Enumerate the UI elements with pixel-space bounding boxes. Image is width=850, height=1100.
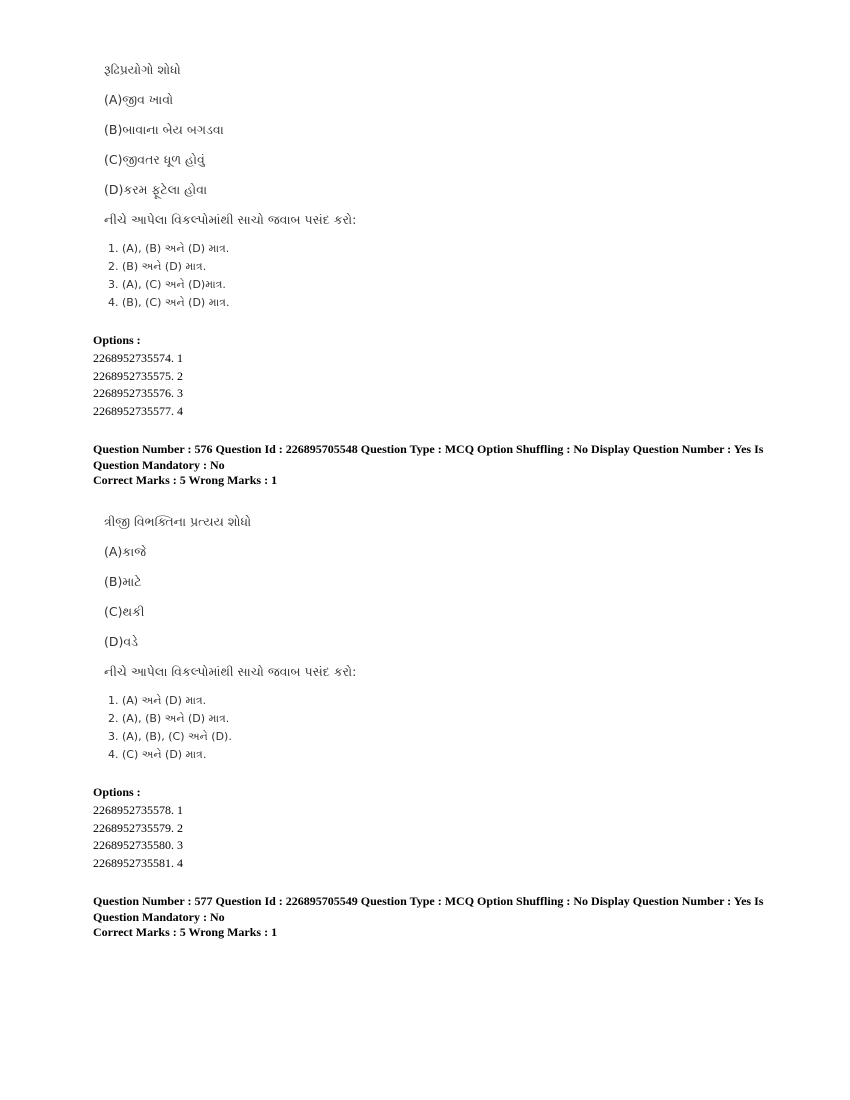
option-item: 2268952735574. 1 [93, 351, 183, 365]
question-576-choice-b: (B)માટે [104, 574, 142, 589]
list-item: 4. (C) અને (D) માત્ર. [108, 748, 207, 761]
list-item: 1. (A) અને (D) માત્ર. [108, 694, 207, 707]
option-item: 2268952735575. 2 [93, 368, 183, 383]
list-item: 3. (A), (C) અને (D)માત્ર. [108, 278, 226, 291]
list-item: 4. (B), (C) અને (D) માત્ર. [108, 296, 230, 309]
question-576-instruction: નીચે આપેલા વિકલ્પોમાંથી સાચો જવાબ પસંદ કરો: [104, 664, 357, 679]
question-575-instruction: નીચે આપેલા વિકલ્પોમાંથી સાચો જવાબ પસંદ કરો: [104, 212, 357, 227]
list-item: 2. (A), (B) અને (D) માત્ર. [108, 712, 230, 725]
question-575-answer-list [108, 240, 229, 312]
question-575-choice-c: (C)જીવતર ધૂળ હોવું [104, 152, 205, 167]
question-575-options [93, 350, 183, 420]
question-575-stem: રૂઢિપ્રયોગો શોધો [104, 62, 181, 77]
option-item: 2268952735578. 1 [93, 803, 183, 817]
question-575-choice-d: (D)કરમ ફૂટેલા હોવા [104, 182, 208, 197]
options-label: Options : [93, 785, 141, 799]
question-576-choice-d: (D)વડે [104, 634, 139, 649]
option-item: 2268952735579. 2 [93, 820, 183, 835]
option-item: 2268952735581. 4 [93, 855, 183, 870]
question-577-meta-line1: Question Number : 577 Question Id : 226895705549 Question Type : MCQ Option Shuffling : No Display Question Number : Yes Is Question Mandatory : No [93, 894, 764, 924]
list-item: 1. (A), (B) અને (D) માત્ર. [108, 242, 230, 255]
question-576-marks: Correct Marks : 5 Wrong Marks : 1 [93, 473, 278, 487]
option-item: 2268952735580. 3 [93, 838, 183, 853]
question-577-marks: Correct Marks : 5 Wrong Marks : 1 [93, 925, 278, 939]
question-576-answer-list [108, 692, 232, 764]
question-576-meta-line1: Question Number : 576 Question Id : 226895705548 Question Type : MCQ Option Shuffling : No Display Question Number : Yes Is Question Mandatory : No [93, 442, 764, 472]
question-576-meta [93, 442, 773, 489]
question-576-choice-c: (C)થકી [104, 604, 145, 619]
question-575-choice-b: (B)બાવાના બેય બગડવા [104, 122, 224, 137]
question-575-choice-a: (A)જીવ ખાવો [104, 92, 174, 107]
option-item: 2268952735576. 3 [93, 386, 183, 401]
question-576-options [93, 802, 183, 872]
question-576-choice-a: (A)કાજે [104, 544, 147, 559]
list-item: 3. (A), (B), (C) અને (D). [108, 730, 232, 743]
list-item: 2. (B) અને (D) માત્ર. [108, 260, 207, 273]
option-item: 2268952735577. 4 [93, 403, 183, 418]
question-576-stem: ત્રીજી વિભક્તિના પ્રત્યય શોધો [104, 514, 252, 529]
options-label: Options : [93, 333, 141, 347]
question-577-meta [93, 894, 773, 941]
